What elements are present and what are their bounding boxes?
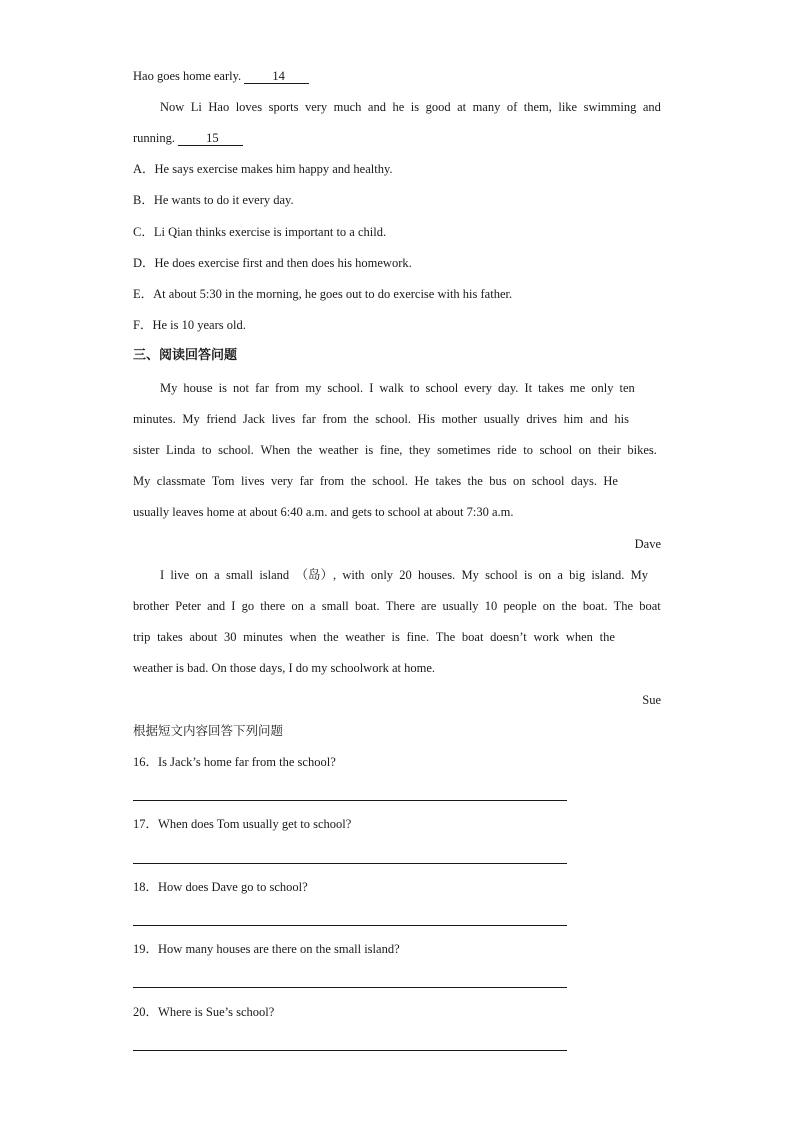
word: his xyxy=(614,412,629,426)
option-d xyxy=(133,255,412,271)
word: houses. xyxy=(418,568,456,582)
word: a xyxy=(310,599,316,613)
word: Jack xyxy=(242,412,266,426)
word: He xyxy=(414,474,430,488)
word: far xyxy=(255,381,269,395)
word: is xyxy=(391,630,400,644)
word: boat xyxy=(461,630,484,644)
author-signature-sue: Sue xyxy=(642,693,661,707)
question-20 xyxy=(133,1004,274,1020)
word: lives xyxy=(271,412,296,426)
question-19 xyxy=(133,941,400,957)
passage-text xyxy=(160,380,635,396)
question-text: How does Dave go to school? xyxy=(158,880,308,894)
word: drives xyxy=(526,412,557,426)
word: boat. xyxy=(582,599,608,613)
passage-text: weather is bad. On those days, I do my schoolwork at home. xyxy=(133,661,436,675)
dave-paragraph-line xyxy=(133,473,618,489)
option-text: He is 10 years old. xyxy=(152,318,246,332)
word: very xyxy=(270,474,294,488)
word: on xyxy=(512,474,526,488)
option-f xyxy=(133,317,246,333)
word: lives xyxy=(240,474,265,488)
word: very xyxy=(304,100,328,114)
word: 20 xyxy=(399,568,412,582)
word: boat. xyxy=(354,599,380,613)
word: is xyxy=(410,100,420,114)
word: I xyxy=(231,599,236,613)
word: the xyxy=(467,474,483,488)
answer-blank-14[interactable]: 14 xyxy=(244,69,309,84)
word: fine. xyxy=(406,630,430,644)
answer-line-16[interactable] xyxy=(133,800,567,801)
word: trip xyxy=(133,630,151,644)
word: about xyxy=(189,630,218,644)
word: many xyxy=(472,100,501,114)
word: and xyxy=(367,100,386,114)
word: big xyxy=(569,568,586,582)
word: are xyxy=(421,599,437,613)
word: island. xyxy=(591,568,625,582)
word: on xyxy=(542,599,556,613)
word: house xyxy=(183,381,213,395)
word: from xyxy=(274,381,300,395)
word: My xyxy=(160,381,178,395)
question-number: 18． xyxy=(133,880,159,894)
word: I xyxy=(160,568,165,582)
word: to xyxy=(409,381,420,395)
question-text: Is Jack’s home far from the school? xyxy=(158,755,336,769)
word: weather xyxy=(345,630,385,644)
word: on xyxy=(538,568,552,582)
word: him xyxy=(563,412,584,426)
word: Linda xyxy=(165,443,196,457)
word: takes xyxy=(157,630,183,644)
word: the xyxy=(323,630,339,644)
word: much xyxy=(333,100,362,114)
word: weather xyxy=(318,443,359,457)
option-text: He says exercise makes him happy and healthy. xyxy=(154,162,393,176)
word: Li xyxy=(190,100,202,114)
option-text: He wants to do it every day. xyxy=(153,193,294,207)
word: when xyxy=(565,630,593,644)
word: school xyxy=(485,568,518,582)
word: walk xyxy=(379,381,404,395)
word: the xyxy=(350,474,366,488)
word: He xyxy=(603,474,618,488)
answer-line-19[interactable] xyxy=(133,987,567,988)
passage-text: Hao goes home early. xyxy=(133,69,242,83)
word: school. xyxy=(375,412,412,426)
dave-paragraph-line xyxy=(160,380,635,396)
word: live xyxy=(170,568,190,582)
option-letter: F． xyxy=(133,318,153,332)
word: island xyxy=(259,568,290,582)
question-number: 17． xyxy=(133,817,159,831)
word: he xyxy=(392,100,405,114)
word: them, xyxy=(523,100,552,114)
word: is xyxy=(218,381,227,395)
question-18 xyxy=(133,879,308,895)
sue-paragraph-line xyxy=(133,629,615,645)
word: school xyxy=(531,474,565,488)
word: a xyxy=(214,568,220,582)
word: sports xyxy=(268,100,299,114)
passage-text xyxy=(133,473,618,489)
word: Now xyxy=(160,100,185,114)
word: and xyxy=(642,100,661,114)
word: His xyxy=(417,412,436,426)
word: small xyxy=(321,599,349,613)
word: ride xyxy=(497,443,517,457)
question-number: 20． xyxy=(133,1005,159,1019)
word: The xyxy=(435,630,456,644)
word: work xyxy=(533,630,560,644)
word: My xyxy=(630,568,648,582)
word: bus xyxy=(489,474,507,488)
word: sister xyxy=(133,443,160,457)
answer-line-18[interactable] xyxy=(133,925,567,926)
question-17 xyxy=(133,816,351,832)
word: the xyxy=(561,599,577,613)
word: people xyxy=(503,599,537,613)
word: takes xyxy=(538,381,564,395)
word: day. xyxy=(498,381,519,395)
question-number: 19． xyxy=(133,942,159,956)
word: their xyxy=(597,443,621,457)
word: from xyxy=(319,474,345,488)
word: not xyxy=(233,381,250,395)
word: the xyxy=(599,630,615,644)
option-letter: A． xyxy=(133,162,155,176)
word: mother xyxy=(441,412,478,426)
option-letter: B． xyxy=(133,193,154,207)
word: Tom xyxy=(211,474,235,488)
question-16 xyxy=(133,754,336,770)
word: there xyxy=(260,599,286,613)
word: I xyxy=(369,381,374,395)
author-signature-dave: Dave xyxy=(634,537,661,551)
answer-line-17[interactable] xyxy=(133,863,567,864)
passage-text xyxy=(133,598,661,614)
word: of xyxy=(506,100,518,114)
option-c xyxy=(133,224,386,240)
word: from xyxy=(322,412,347,426)
option-text: At about 5:30 in the morning, he goes out to do exercise with his father. xyxy=(153,287,513,301)
passage-line xyxy=(133,130,243,146)
passage-text: running. xyxy=(133,131,176,145)
word: and xyxy=(589,412,608,426)
word: on xyxy=(291,599,304,613)
word: every xyxy=(464,381,492,395)
word: minutes xyxy=(243,630,283,644)
word: school. xyxy=(327,381,364,395)
passage-paragraph-line xyxy=(160,99,661,115)
word: go xyxy=(241,599,255,613)
word: is xyxy=(523,568,533,582)
word: at xyxy=(457,100,467,114)
dave-paragraph-line xyxy=(133,411,629,427)
word: is xyxy=(364,443,374,457)
word: school xyxy=(539,443,573,457)
question-instruction: 根据短文内容回答下列问题 xyxy=(133,723,284,738)
passage-text xyxy=(160,567,648,583)
word: When xyxy=(260,443,291,457)
word: sometimes xyxy=(437,443,491,457)
dave-paragraph-line xyxy=(133,442,657,458)
option-letter: D． xyxy=(133,256,155,270)
word: when xyxy=(289,630,317,644)
option-a xyxy=(133,161,393,177)
word: my xyxy=(305,381,322,395)
passage-text xyxy=(133,411,629,427)
sue-paragraph-line xyxy=(133,660,435,676)
option-e xyxy=(133,286,512,302)
option-b xyxy=(133,192,294,208)
word: far xyxy=(299,474,314,488)
passage-text: usually leaves home at about 6:40 a.m. and gets to school at about 7:30 a.m. xyxy=(133,505,514,519)
word: they xyxy=(409,443,431,457)
word: 10 xyxy=(484,599,498,613)
section-heading: 三、阅读回答问题 xyxy=(133,348,238,363)
word: Hao xyxy=(208,100,230,114)
passage-text xyxy=(160,99,661,115)
word: far xyxy=(301,412,316,426)
word: on xyxy=(578,443,592,457)
answer-blank-15[interactable]: 15 xyxy=(178,131,243,146)
option-text: Li Qian thinks exercise is important to a child. xyxy=(153,225,387,239)
option-letter: E． xyxy=(133,287,154,301)
word: like xyxy=(558,100,578,114)
word: small xyxy=(225,568,254,582)
word: boat xyxy=(639,599,661,613)
word: friend xyxy=(206,412,237,426)
question-text: How many houses are there on the small island? xyxy=(158,942,400,956)
word: takes xyxy=(435,474,462,488)
word: brother xyxy=(133,599,170,613)
word: fine, xyxy=(379,443,403,457)
sue-paragraph-line xyxy=(160,567,648,583)
word: usually xyxy=(442,599,479,613)
question-text: When does Tom usually get to school? xyxy=(158,817,352,831)
word: the xyxy=(296,443,313,457)
word: Peter xyxy=(175,599,201,613)
word: school. xyxy=(372,474,409,488)
word: only xyxy=(591,381,614,395)
word: school xyxy=(425,381,459,395)
word: to xyxy=(201,443,212,457)
sue-paragraph-line xyxy=(133,598,661,614)
word: good xyxy=(425,100,451,114)
word: bikes. xyxy=(627,443,657,457)
word: days. xyxy=(570,474,597,488)
word: only xyxy=(370,568,394,582)
answer-line-20[interactable] xyxy=(133,1050,567,1051)
word: to xyxy=(523,443,533,457)
passage-text xyxy=(133,629,615,645)
word: school. xyxy=(218,443,254,457)
word: classmate xyxy=(156,474,206,488)
word: me xyxy=(569,381,586,395)
word: a xyxy=(557,568,563,582)
word: and xyxy=(207,599,226,613)
word: 30 xyxy=(223,630,237,644)
option-text: He does exercise first and then does his homework. xyxy=(154,256,412,270)
word: My xyxy=(461,568,479,582)
word: on xyxy=(195,568,208,582)
word: with xyxy=(342,568,365,582)
passage-text xyxy=(133,442,657,458)
word: It xyxy=(524,381,533,395)
dave-paragraph-line xyxy=(133,504,513,520)
word: loves xyxy=(235,100,263,114)
question-text: Where is Sue’s school? xyxy=(158,1005,275,1019)
word: minutes. xyxy=(133,412,176,426)
word: usually xyxy=(483,412,520,426)
passage-line xyxy=(133,68,309,84)
word: doesn’t xyxy=(490,630,527,644)
word: the xyxy=(353,412,369,426)
word: The xyxy=(613,599,634,613)
option-letter: C． xyxy=(133,225,154,239)
word: ten xyxy=(619,381,635,395)
word: swimming xyxy=(583,100,637,114)
word: My xyxy=(133,474,151,488)
word: There xyxy=(385,599,415,613)
word: My xyxy=(182,412,200,426)
question-number: 16． xyxy=(133,755,159,769)
word: （岛）, xyxy=(295,568,337,582)
